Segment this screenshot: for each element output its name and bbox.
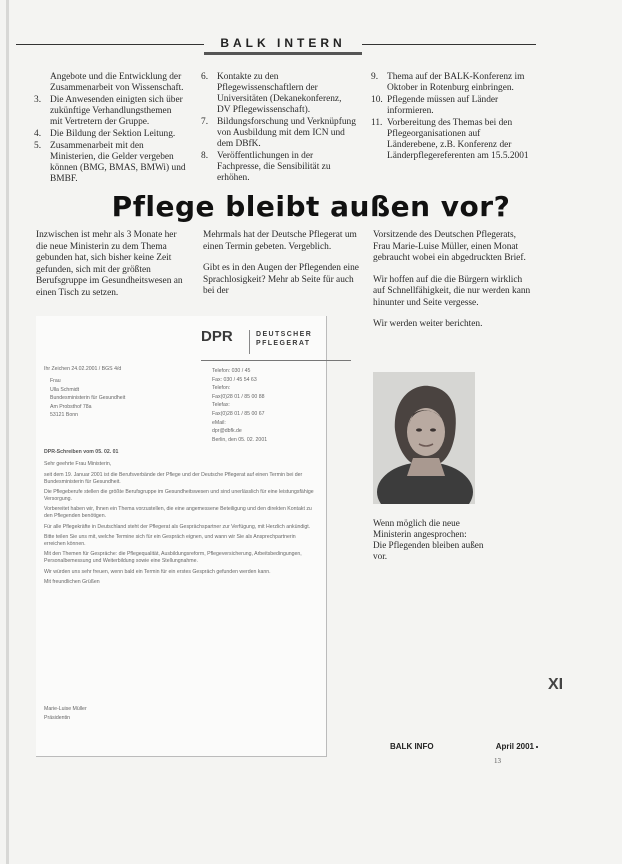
body-column-3 [373, 230, 533, 341]
letter-sender: Marie-Luise Müller Präsidentin [44, 706, 87, 721]
dpr-logo-divider [249, 330, 250, 354]
letter-recipient: Frau Ulla Schmidt Bundesministerin für Gesundheit Am Probsthof 78a 53121 Bonn [50, 378, 126, 419]
letter-subject: DPR-Schreiben vom 05. 02. 01 [44, 449, 119, 455]
section-header-bar [204, 52, 362, 55]
body-paragraph: Wir werden weiter berichten. [373, 319, 483, 329]
footer-info [388, 742, 536, 751]
list-item: 10. Pflegende müssen auf Länder informieren. [371, 95, 499, 116]
page-number: 13 [494, 757, 501, 765]
article-headline: Pflege bleibt außen vor? [111, 190, 511, 223]
letter-body: seit dem 19. Januar 2001 ist die Berufsverbände der Pflege und der Deutsche Pflegerat auf einen Termin bei der Bundesministerin für Gesundheit. Die Pflegeberufe stellen die größte Berufsgruppe im Gesundheitswesen und sind unerlässlich für eine leistungsfähige Versorgung. Vorbereitet haben wir, Ihnen ein Thema vorzustellen, die eine angemessene Beteiligung und den direkten Kontakt zu den Pflegenden benötigen. Für alle Pflegekräfte in Deutschland steht der Pflegerat als Gesprächspartner zur Verfügung, mit Herzlich ankündigt. Bitte teilen Sie uns mit, welche Termine sich für ein Gespräch eignen, und wann wir Sie als Ansprechpartnerin erreichen können. Mit den Themen für Gespräche: die Pflegequalität, Ausbildungsreform, Pflegeversicherung, Arbeitsbedingungen, Personalbemessung und Weiterbildung sowie eine Stellungnahme. Wir würden uns sehr freuen, wenn bald ein Termin für ein erstes Gespräch gefunden werden kann. Mit freundlichen Grüßen [44, 472, 314, 586]
letter-reference: Ihr Zeichen 24.02.2001 / BGS 4/d [44, 366, 122, 372]
letter-salutation: Sehr geehrte Frau Ministerin, [44, 461, 112, 467]
list-column-2 [201, 72, 357, 185]
section-header-label: BALK INTERN [220, 36, 346, 50]
list-item: 6. Kontakte zu den Pflegewissenschaftlern der Universitäten (Dekanekonferenz, DV Pflegewissenschaft). [201, 72, 342, 115]
body-paragraph: Mehrmals hat der Deutsche Pflegerat um einen Termin gebeten. Vergeblich. [203, 230, 357, 252]
scan-edge [6, 0, 9, 864]
list-item: Angebote und die Entwicklung der Zusammenarbeit von Wissenschaft. [50, 72, 184, 93]
body-paragraph: Vorsitzende des Deutschen Pflegerats, Frau Marie-Luise Müller, einen Monat gebraucht wobei ein abgedruckten Brief. [373, 230, 526, 263]
dpr-logo-mark: DPR [201, 328, 233, 345]
letter-contact: Telefon: 030 / 45 Fax: 030 / 45 54 63 Telefon: Fax(0)28 01 / 85 00 88 Telefax: Fax(0)28 01 / 85 00 67 eMail: dpr@dbfk.de Berlin, den 05. 02. 2001 [212, 368, 268, 443]
footer-magazine: BALK INFO [390, 742, 434, 751]
list-column-1 [34, 72, 186, 186]
list-item: 11. Vorbereitung des Themas bei den Pflegeorganisationen auf Länderebene, z.B. Konferenz der Länderpflegereferenten am 15.5.2001 [371, 118, 529, 161]
portrait-photo [373, 372, 475, 504]
letter-header-rule [201, 360, 351, 361]
letter-facsimile [36, 316, 327, 757]
list-item: 9. Thema auf der BALK-Konferenz im Oktober in Rotenburg einbringen. [371, 72, 525, 93]
body-paragraph: Gibt es in den Augen der Pflegenden eine Sprachlosigkeit? Mehr ab Seite für auch bei der [203, 263, 359, 296]
photo-caption: Wenn möglich die neue Ministerin angesprochen: Die Pflegenden bleiben außen vor. [373, 518, 484, 561]
list-item: 7. Bildungsforschung und Verknüpfung von Ausbildung mit dem ICN und dem DBfK. [201, 117, 356, 149]
dpr-logo [201, 326, 351, 356]
body-paragraph: Inzwischen ist mehr als 3 Monate her die neue Ministerin zu dem Thema gebunden hat, sich bisher keine Zeit gefunden, sich mit der größten Berufsgruppe im Gesundheitswesen an einen Tisch zu setzen. [36, 230, 183, 298]
body-column-2 [203, 230, 359, 308]
list-item: 4. Die Bildung der Sektion Leitung. [34, 129, 176, 139]
dpr-logo-name: DEUTSCHER PFLEGERAT [256, 331, 313, 347]
list-column-3 [371, 72, 531, 163]
body-column-1 [36, 230, 186, 309]
body-paragraph: Wir hoffen auf die die Bürgern wirklich auf Schnellfähigkeit, die nur werden kann hinunter und Seite vergesse. [373, 274, 531, 308]
list-item: 3. Die Anwesenden einigten sich über zukünftige Verhandlungsthemen mit Vertretern der Gruppe. [34, 95, 183, 127]
list-item: 5. Zusammenarbeit mit den Ministerien, die Gelder vergeben können (BMG, BMAS, BMWi) und BMBF. [34, 141, 186, 184]
page-corner-mark: XI [548, 676, 564, 693]
list-item: 8. Veröffentlichungen in der Fachpresse, die Sensibilität zu erhöhen. [201, 151, 331, 183]
footer-issue: April 2001 [495, 742, 534, 751]
section-header [204, 36, 362, 52]
